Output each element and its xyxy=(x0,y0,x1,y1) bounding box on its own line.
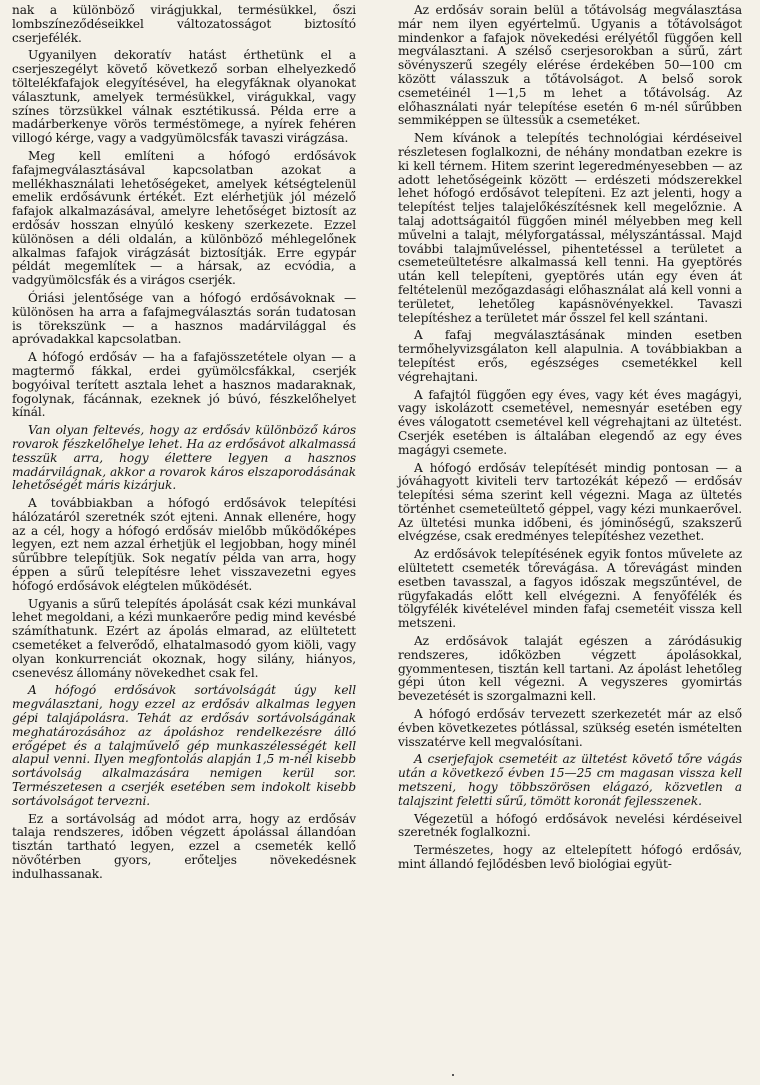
paragraph: A fafaj megválasztásának minden esetben termőhelyvizsgálaton kell alapulnia. A továbbiakban a telepítést erős, egészséges csemetékkel kell végrehajtani. xyxy=(398,328,742,384)
paragraph: Ez a sortávolság ad módot arra, hogy az erdősáv talaja rendszeres, időben végzett ápolással állandóan tisztán tartható legyen, ezzel a csemeték kellő növőtérben gyors, erőteljes növekedésnek indulhassanak. xyxy=(12,811,356,881)
paragraph: A hófogó erdősáv telepítését mindig pontosan — a jóváhagyott kiviteli terv tartozékát képező — erdősáv telepítési séma szerint kell végezni. Maga az ültetés történhet csemeteültető géppel, vagy kézi munkaerővel. Az ültetési munka időbeni, és jóminőségű, szakszerű elvégzése, csak eredményes telepítéshez vezethet. xyxy=(398,460,742,544)
paragraph: Végezetül a hófogó erdősávok nevelési kérdéseivel szeretnék foglalkozni. xyxy=(398,811,742,840)
italic-paragraph: Van olyan feltevés, hogy az erdősáv különböző káros rovarok fészkelőhelye lehet. Ha az erdősávot alkalmassá tesszük arra, hogy élettere legyen a hasznos madárvilágnak, akkor a rovarok káros elszaporodásának lehetőségét máris kizárjuk. xyxy=(12,423,356,493)
paragraph: Ugyanis a sűrű telepítés ápolását csak kézi munkával lehet megoldani, a kézi munkaerőre pedig mind kevésbé számíthatunk. Ezért az ápolás elmarad, az elültetett csemetéket a felverődő, elhatalmasodó gyom kiöli, vagy olyan konkurrenciát okoznak, hogy silány, hiányos, csenevész állomány növekedhet csak fel. xyxy=(12,596,356,680)
paragraph: A hófogó erdősáv tervezett szerkezetét már az első évben következetes pótlással, szükség esetén ismételten visszatérve kell megvalósítani. xyxy=(398,707,742,749)
left-column xyxy=(12,4,356,886)
italic-paragraph: A hófogó erdősávok sortávolságát úgy kell megválasztani, hogy ezzel az erdősáv alkalmas legyen gépi talajápolásra. Tehát az erdősáv sortávolságának meghatározásához az ápoláshoz rendelkezésre álló erőgépet és a talajművelő gép munkaszélességét kell alapul venni. Ilyen megfontolás alapján 1,5 m-nél kisebb sortávolság alkalmazására nemigen kerül sor. Természetesen a cserjék esetében sem indokolt kisebb sortávolságot tervezni. xyxy=(12,683,356,808)
right-column xyxy=(398,4,742,876)
paragraph: Meg kell említeni a hófogó erdősávok fafajmegválasztásával kapcsolatban azokat a mellékhasználati lehetőségeket, amelyek kétségtelenül emelik erdősávunk értékét. Ezt elérhetjük jól mézelő fafajok alkalmazásával, amelyre lehetőséget biztosít az erdősáv hosszan elnyúló keskeny szerkezete. Ezzel különösen a déli oldalán, a különböző méhlegelőnek alkalmas fafajok virágzását biztosítják. Erre egypár példát megemlítek — a hársak, az ecvódia, a vadgyümölcsfák és a virágos cserjék. xyxy=(12,148,356,288)
paragraph: Ugyanilyen dekoratív hatást érthetünk el a cserjeszegélyt követő következő sorban elhelyezkedő töltelékfafajok elegyítésével, ha elegyfáknak olyanokat választunk, amelyek termésükkel, virágukkal, vagy színes törzsükkel válnak esztétikussá. Példa erre a madárberkenye vörös terméstömege, a nyírek fehéren villogó kérge, vagy a vadgyümölcsfák tavaszi virágzása. xyxy=(12,48,356,146)
paragraph: A fafajtól függően egy éves, vagy két éves magágyi, vagy iskolázott csemetével, nemesnyár esetében egy éves válogatott csemetével kell végrehajtani az ültetést. Cserjék esetében is általában elegendő az egy éves magágyi csemete. xyxy=(398,387,742,457)
paragraph: A továbbiakban a hófogó erdősávok telepítési hálózatáról szeretnék szót ejteni. Annak ellenére, hogy az a cél, hogy a hófogó erdősáv mielőbb működőképes legyen, ezt nem azzal érhetjük el legjobban, hogy minél sűrűbbre telepítjük. Sok negatív példa van arra, hogy éppen a sűrű telepítésre lehet visszavezetni egyes hófogó erdősávok elégtelen működését. xyxy=(12,496,356,593)
paragraph: Természetes, hogy az eltelepített hófogó erdősáv, mint állandó fejlődésben levő biológiai együt- xyxy=(398,843,742,872)
paragraph: Nem kívánok a telepítés technológiai kérdéseivel részletesen foglalkozni, de néhány mondatban ezekre is ki kell térnem. Hitem szerint legeredményesebben — az adott lehetőségeink között — erdészeti módszerekkel lehet hófogó erdősávot telepíteni. Ez azt jelenti, hogy a telepítést teljes talajelőkészítésnek kell megelőznie. A talaj adottságaitól függően minél mélyebben meg kell művelni a talajt, mélyforgatással, mélyszántással. Majd további talajműveléssel, pihentetéssel a területet a csemeteültetésre alkalmassá kell tenni. Ha gyeptörés után kell telepíteni, gyeptörés után egy éven át feltételenül mezőgazdasági előhasználat alá kell vonni a területet, lehetőleg kapásnövényekkel. Tavaszi telepítéshez a területet már ősszel fel kell szántani. xyxy=(398,131,742,325)
paragraph: Az erdősáv sorain belül a tőtávolság megválasztása már nem ilyen egyértelmű. Ugyanis a tőtávolságot mindenkor a fafajok növekedési erélyétől függően kell megválasztani. A szélső cserjesorokban a sűrű, zárt sövényszerű szegély elérése érdekében 50—100 cm között válasszuk a tőtávolságot. A belső sorok csemetéinél 1—1,5 m lehet a tőtávolság. Az előhasználati nyár telepítése esetén 6 m-nél sűrűbben semmiképpen se ültessük a csemetéket. xyxy=(398,3,742,128)
paragraph: A hófogó erdősáv — ha a fafajösszetétele olyan — a magtermő fákkal, erdei gyümölcsfákkal, cserjék bogyóival terített asztala lehet a hasznos madaraknak, fogolynak, fácánnak, ezeknek jó búvó, fészkelőhelyet kínál. xyxy=(12,350,356,420)
paragraph: nak a különböző virágjukkal, termésükkel, őszi lombszíneződéseikkel változatosságot biztosító cserjefélék. xyxy=(12,3,356,45)
print-mark xyxy=(452,1074,454,1076)
paragraph: Az erdősávok telepítésének egyik fontos művelete az elültetett csemeték tőrevágása. A tőrevágást minden esetben tavasszal, a fagyos időszak megszűntével, de rügyfakadás előtt kell elvégezni. A fenyőfélék és tölgyfélék kivételével minden fafaj csemetéit vissza kell metszeni. xyxy=(398,547,742,631)
paragraph: Óriási jelentősége van a hófogó erdősávoknak — különösen ha arra a fafajmegválasztás során tudatosan is törekszünk — a hasznos madárvilággal és apróvadakkal kapcsolatban. xyxy=(12,290,356,347)
italic-paragraph: A cserjefajok csemetéit az ültetést követő tőre vágás után a következő évben 15—25 cm magasan vissza kell metszeni, hogy többszörösen elágazó, közvetlen a talajszint feletti sűrű, tömött koronát fejlesszenek. xyxy=(398,752,742,808)
paragraph: Az erdősávok talaját egészen a záródásukig rendszeres, időközben végzett ápolásokkal, gyommentesen, tisztán kell tartani. Az ápolást lehetőleg gépi úton kell végezni. A vegyszeres gyomirtás bevezetését is szorgalmazni kell. xyxy=(398,634,742,704)
